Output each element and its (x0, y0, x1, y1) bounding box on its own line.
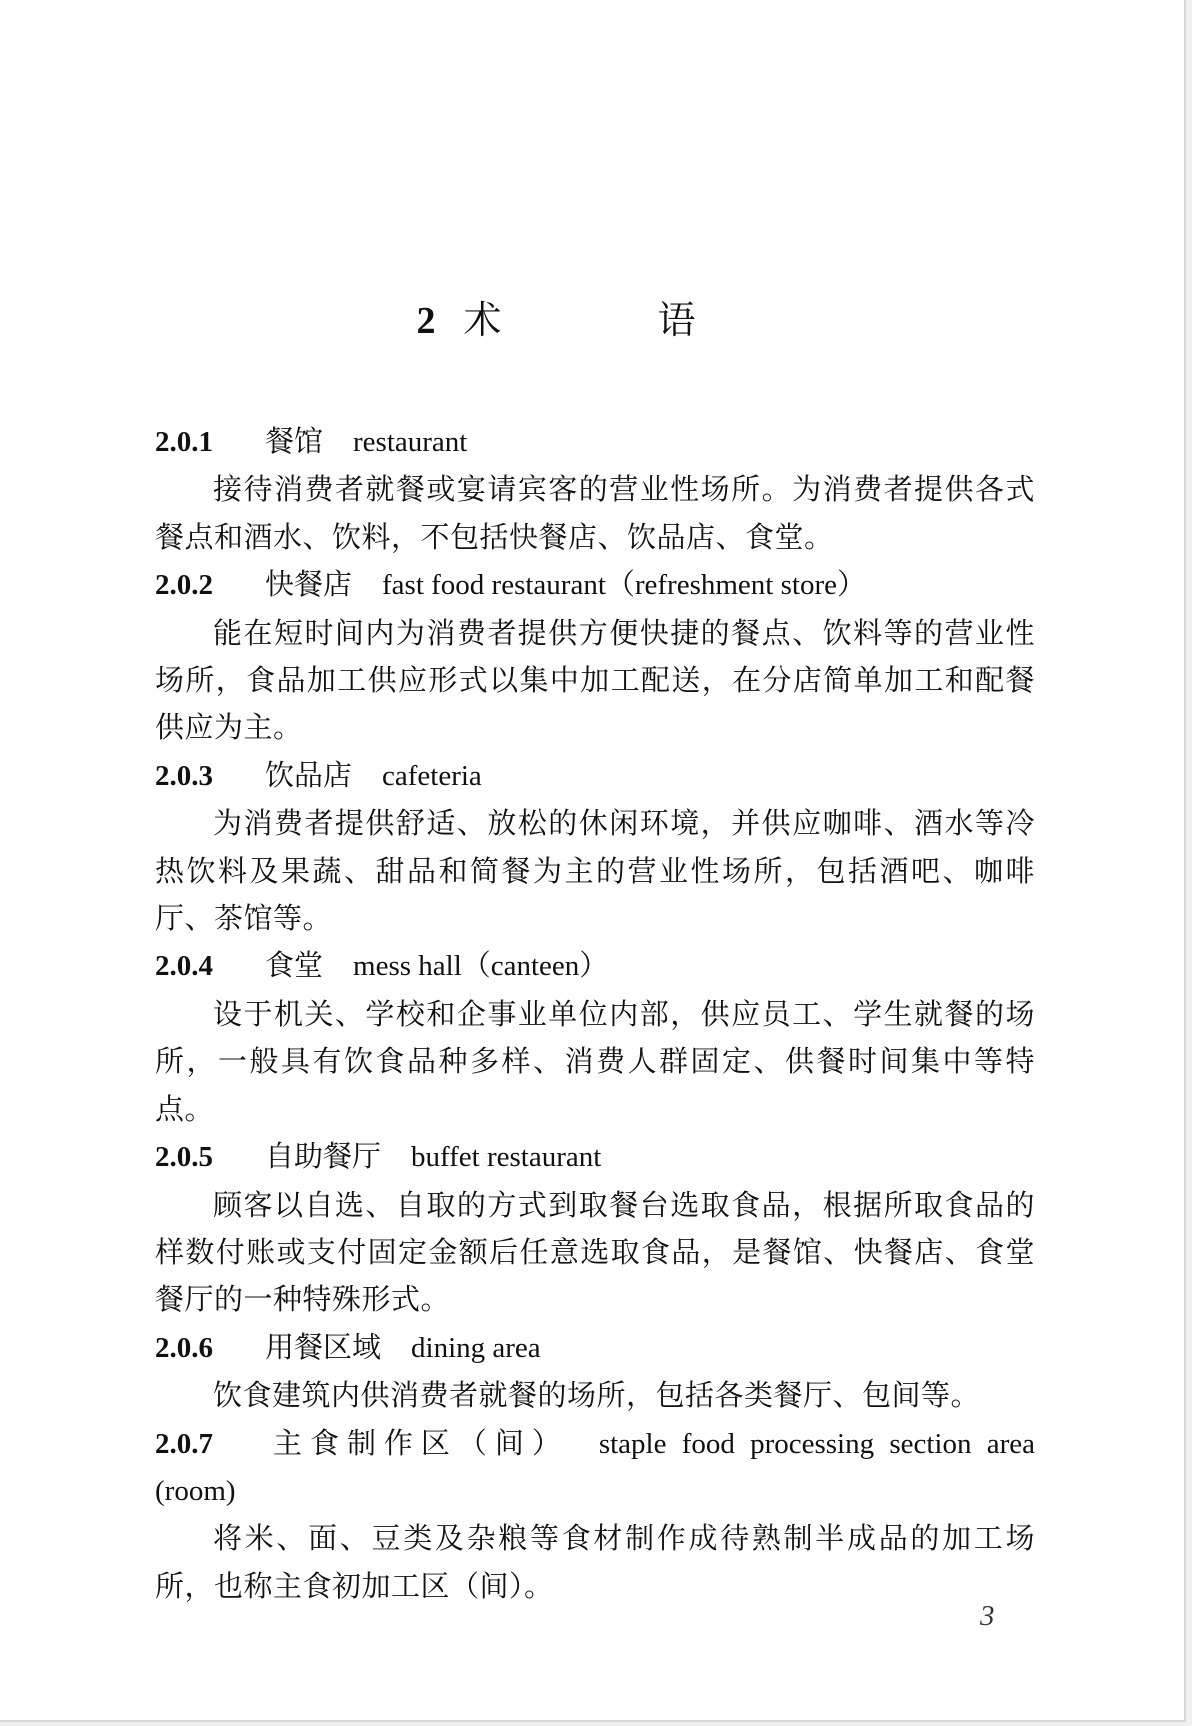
term-english: cafeteria (382, 759, 482, 792)
term-definition: 饮食建筑内供消费者就餐的场所，包括各类餐厅、包间等。 (213, 1378, 981, 1413)
term-english: buffet restaurant (411, 1141, 602, 1174)
term-heading (155, 1324, 1035, 1372)
term-number: 2.0.6 (155, 1331, 213, 1364)
term-number: 2.0.3 (155, 759, 213, 792)
term-entry (155, 1133, 1035, 1324)
term-english: dining area (411, 1331, 541, 1364)
term-definition: 顾客以自选、自取的方式到取餐台选取食品，根据所取食品的样数付账或支付固定金额后任意选取食品，是餐馆、快餐店、食堂餐厅的一种特殊形式。 (155, 1187, 1035, 1317)
chapter-title (0, 296, 1184, 345)
chapter-title-text: 术 语 (463, 298, 768, 342)
term-definition: 能在短时间内为消费者提供方便快捷的餐点、饮料等的营业性场所，食品加工供应形式以集中加工配送，在分店简单加工和配餐供应为主。 (155, 615, 1035, 745)
term-chinese: 自助餐厅 (265, 1139, 382, 1174)
term-chinese: 餐馆 (265, 424, 324, 458)
page-number: 3 (980, 1600, 995, 1632)
term-english: fast food restaurant（refreshment store） (382, 569, 866, 602)
term-heading (155, 942, 1035, 990)
term-entry (155, 752, 1035, 943)
term-heading (155, 1133, 1035, 1181)
term-heading (155, 1420, 1035, 1468)
term-heading (155, 752, 1035, 800)
term-chinese: 用餐区域 (265, 1329, 382, 1364)
term-entry (155, 561, 1035, 752)
term-english: restaurant (353, 426, 468, 458)
term-number: 2.0.2 (155, 569, 213, 602)
term-entry (155, 1420, 1035, 1611)
term-heading (155, 418, 1035, 466)
term-english: mess hall（canteen） (353, 950, 609, 983)
term-chinese: 食堂 (265, 948, 324, 983)
term-chinese: 饮品店 (265, 757, 353, 792)
chapter-number: 2 (416, 300, 436, 342)
term-definition: 为消费者提供舒适、放松的休闲环境，并供应咖啡、酒水等冷热饮料及果蔬、甜品和简餐为主的营业性场所，包括酒吧、咖啡厅、茶馆等。 (155, 806, 1035, 936)
term-chinese: 快餐店 (265, 567, 353, 602)
term-number: 2.0.7 (155, 1427, 213, 1460)
term-number: 2.0.5 (155, 1141, 213, 1174)
term-entry (155, 418, 1035, 561)
term-number: 2.0.1 (155, 426, 213, 458)
terms-list (155, 418, 1035, 1610)
term-chinese: 主食制作区（间） (265, 1425, 569, 1460)
term-english: staple food processing section area (598, 1427, 1035, 1460)
term-definition: 接待消费者就餐或宴请宾客的营业性场所。为消费者提供各式餐点和酒水、饮料，不包括快餐店、饮品店、食堂。 (155, 472, 1035, 554)
term-entry (155, 942, 1035, 1133)
term-number: 2.0.4 (155, 950, 213, 983)
term-heading (155, 561, 1035, 609)
term-english-continued: (room) (155, 1474, 236, 1507)
term-definition: 设于机关、学校和企事业单位内部，供应员工、学生就餐的场所，一般具有饮食品种多样、消费人群固定、供餐时间集中等特点。 (155, 996, 1035, 1126)
term-definition: 将米、面、豆类及杂粮等食材制作成待熟制半成品的加工场所，也称主食初加工区（间）。 (155, 1521, 1035, 1603)
term-entry (155, 1324, 1035, 1420)
